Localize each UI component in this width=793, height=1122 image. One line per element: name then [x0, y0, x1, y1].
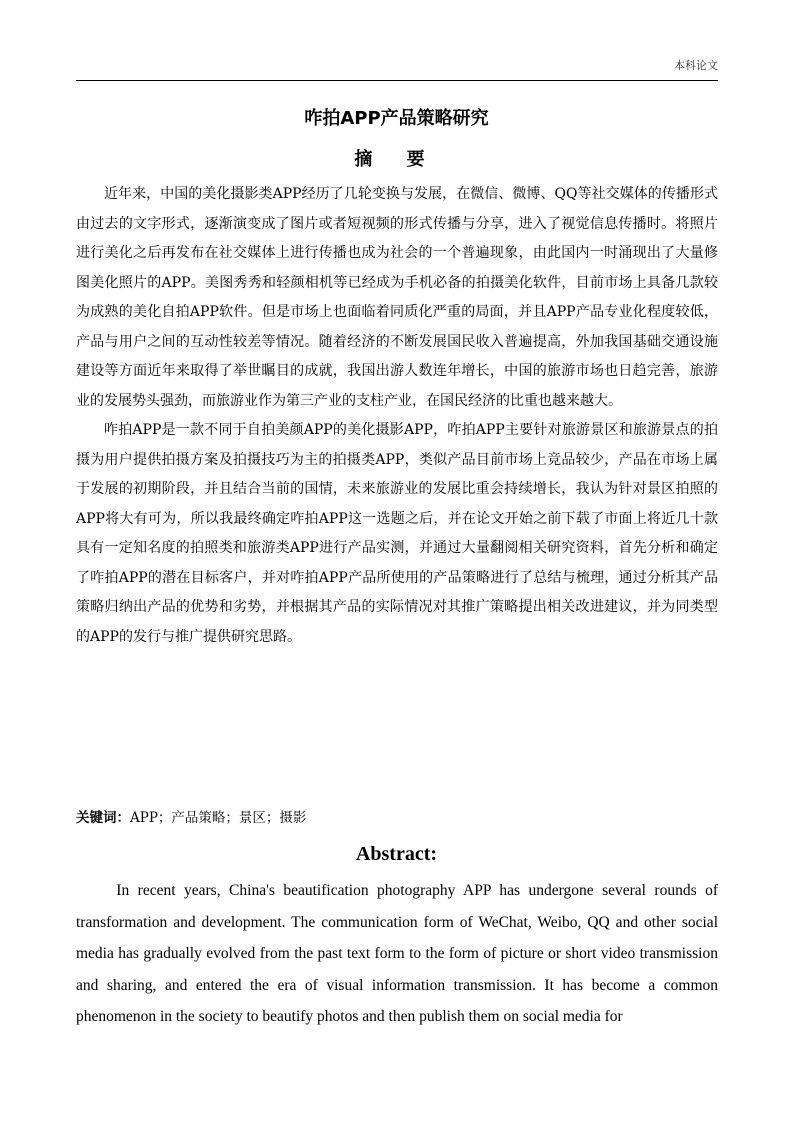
keywords-label: 关键词： — [76, 810, 130, 826]
chinese-abstract — [76, 180, 718, 652]
header-divider — [76, 80, 718, 81]
english-abstract-heading: Abstract: — [355, 843, 438, 865]
abstract-paragraph-2: 咋拍APP是一款不同于自拍美颜APP的美化摄影APP，咋拍APP主要针对旅游景区和旅游景点的拍摄为用户提供拍摄方案及拍摄技巧为主的拍摄类APP，类似产品目前市场上竞品较少，产品在市场上属于发展的初期阶段，并且结合当前的国情，未来旅游业的发展比重会持续增长，我认为针对景区拍照的APP将大有可为，所以我最终确定咋拍APP这一选题之后，并在论文开始之前下载了市面上将近几十款具有一定知名度的拍照类和旅游类APP进行产品实测，并通过大量翻阅相关研究资料，首先分析和确定了咋拍APP的潜在目标客户，并对咋拍APP产品所使用的产品策略进行了总结与梳理，通过分析其产品策略归纳出产品的优势和劣势，并根据其产品的实际情况对其推广策略提出相关改进建议，并为同类型的APP的发行与推广提供研究思路。 — [76, 422, 718, 645]
paper-title: 咋拍APP产品策略研究 — [304, 108, 489, 129]
keywords-line — [76, 806, 306, 826]
english-abstract-paragraph: In recent years, China's beautification photography APP has undergone several rounds of transformation and development. The communication form of WeChat, Weibo, QQ and other social media has gradually evolved from the past text form to the form of picture or short video transmission and sharing, and entered the era of visual information transmission. It has become a common phenomenon in the society to beautify photos and then publish them on social media for — [76, 882, 718, 1025]
abstract-heading: 摘 要 — [354, 149, 439, 170]
english-abstract — [76, 875, 718, 1033]
running-header: 本科论文 — [674, 59, 718, 72]
keywords-value: APP；产品策略；景区；摄影 — [130, 810, 307, 826]
abstract-paragraph-1: 近年来，中国的美化摄影类APP经历了几轮变换与发展，在微信、微博、QQ等社交媒体的传播形式由过去的文字形式，逐渐演变成了图片或者短视频的形式传播与分享，进入了视觉信息传播时。将照片进行美化之后再发布在社交媒体上进行传播也成为社会的一个普遍现象，由此国内一时涌现出了大量修图美化照片的APP。美图秀秀和轻颜相机等已经成为手机必备的拍摄美化软件，目前市场上具备几款较为成熟的美化自拍APP软件。但是市场上也面临着同质化严重的局面，并且APP产品专业化程度较低，产品与用户之间的互动性较差等情况。随着经济的不断发展国民收入普遍提高，外加我国基础交通设施建设等方面近年来取得了举世瞩目的成就，我国出游人数连年增长，中国的旅游市场也日趋完善，旅游业的发展势头强劲，而旅游业作为第三产业的支柱产业，在国民经济的比重也越来越大。 — [76, 186, 718, 409]
